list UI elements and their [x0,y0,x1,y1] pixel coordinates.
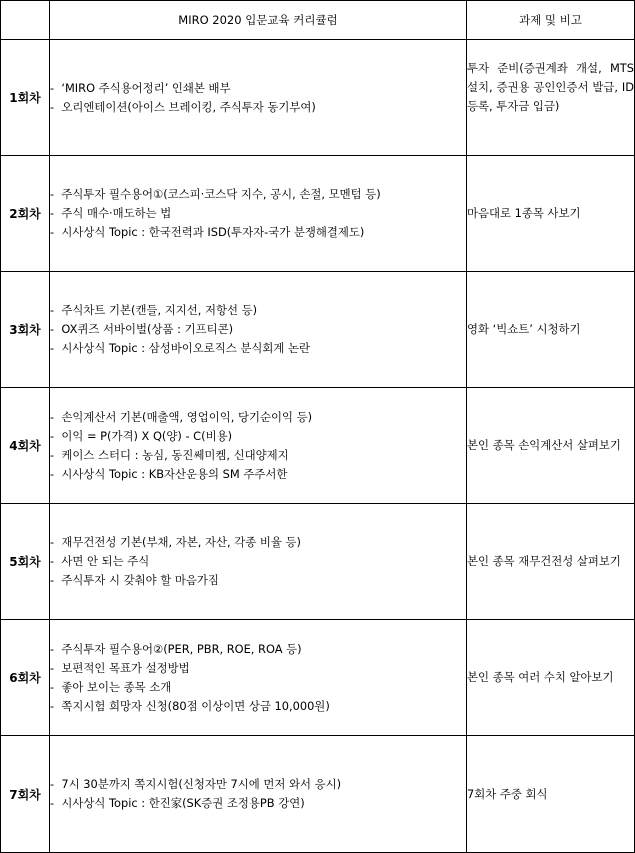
session-label: 6회차 [1,620,50,736]
session-content [50,40,467,156]
content-item: - OX퀴즈 서바이벌(상품 : 기프티콘) [50,320,466,339]
content-item: - 주식 매수·매도하는 법 [50,204,466,223]
content-item: - 손익계산서 기본(매출액, 영업이익, 당기순이익 등) [50,408,466,427]
session-row-1 [1,40,635,156]
session-note: 투자 준비(증권계좌 개설, MTS 설치, 증권용 공인인증서 발급, ID 등록, 투자금 입금) [467,40,635,156]
content-item: - ‘MIRO 주식용어정리’ 인쇄본 배부 [50,79,466,98]
session-row-2 [1,156,635,272]
content-item: - 사면 안 되는 주식 [50,552,466,571]
content-item: - 좋아 보이는 종목 소개 [50,678,466,697]
session-label: 1회차 [1,40,50,156]
content-item: - 케이스 스터디 : 농심, 동진쎄미켐, 신대양제지 [50,446,466,465]
session-label: 5회차 [1,504,50,620]
session-content [50,736,467,853]
content-item: - 시사상식 Topic : 삼성바이오로직스 분식회계 논란 [50,339,466,358]
content-item: - 7시 30분까지 쪽지시험(신청자만 7시에 먼저 와서 응시) [50,775,466,794]
session-content [50,388,467,504]
session-row-6 [1,620,635,736]
content-item: - 재무건전성 기본(부채, 자본, 자산, 각종 비율 등) [50,533,466,552]
header-session-cell [1,1,50,40]
content-item: - 오리엔테이션(아이스 브레이킹, 주식투자 동기부여) [50,98,466,117]
session-note: 7회차 주중 회식 [467,736,635,853]
session-note: 본인 종목 여러 수치 알아보기 [467,620,635,736]
session-content [50,504,467,620]
session-row-3 [1,272,635,388]
content-item: - 보편적인 목표가 설정방법 [50,659,466,678]
session-label: 7회차 [1,736,50,853]
header-notes-cell: 과제 및 비고 [467,1,635,40]
content-item: - 이익 = P(가격) X Q(양) - C(비용) [50,427,466,446]
session-content [50,272,467,388]
content-item: - 주식투자 필수용어①(코스피·코스닥 지수, 공시, 손절, 모멘텀 등) [50,185,466,204]
session-label: 2회차 [1,156,50,272]
header-row [1,1,635,40]
session-row-7 [1,736,635,853]
session-label: 3회차 [1,272,50,388]
content-item: - 시사상식 Topic : 한국전력과 ISD(투자자-국가 분쟁해결제도) [50,223,466,242]
session-note: 본인 종목 재무건전성 살펴보기 [467,504,635,620]
content-item: - 주식투자 시 갖춰야 할 마음가짐 [50,571,466,590]
content-item: - 시사상식 Topic : KB자산운용의 SM 주주서한 [50,465,466,484]
content-item: - 주식차트 기본(캔들, 지지선, 저항선 등) [50,301,466,320]
content-item: - 시사상식 Topic : 한진家(SK증권 조정용PB 강연) [50,794,466,813]
content-item: - 쪽지시험 희망자 신청(80점 이상이면 상금 10,000원) [50,697,466,716]
session-content [50,156,467,272]
session-row-5 [1,504,635,620]
header-title-cell: MIRO 2020 입문교육 커리큘럼 [50,1,467,40]
session-note: 영화 ‘빅쇼트’ 시청하기 [467,272,635,388]
session-row-4 [1,388,635,504]
content-item: - 주식투자 필수용어②(PER, PBR, ROE, ROA 등) [50,640,466,659]
session-content [50,620,467,736]
session-label: 4회차 [1,388,50,504]
session-note: 본인 종목 손익계산서 살펴보기 [467,388,635,504]
session-note: 마음대로 1종목 사보기 [467,156,635,272]
